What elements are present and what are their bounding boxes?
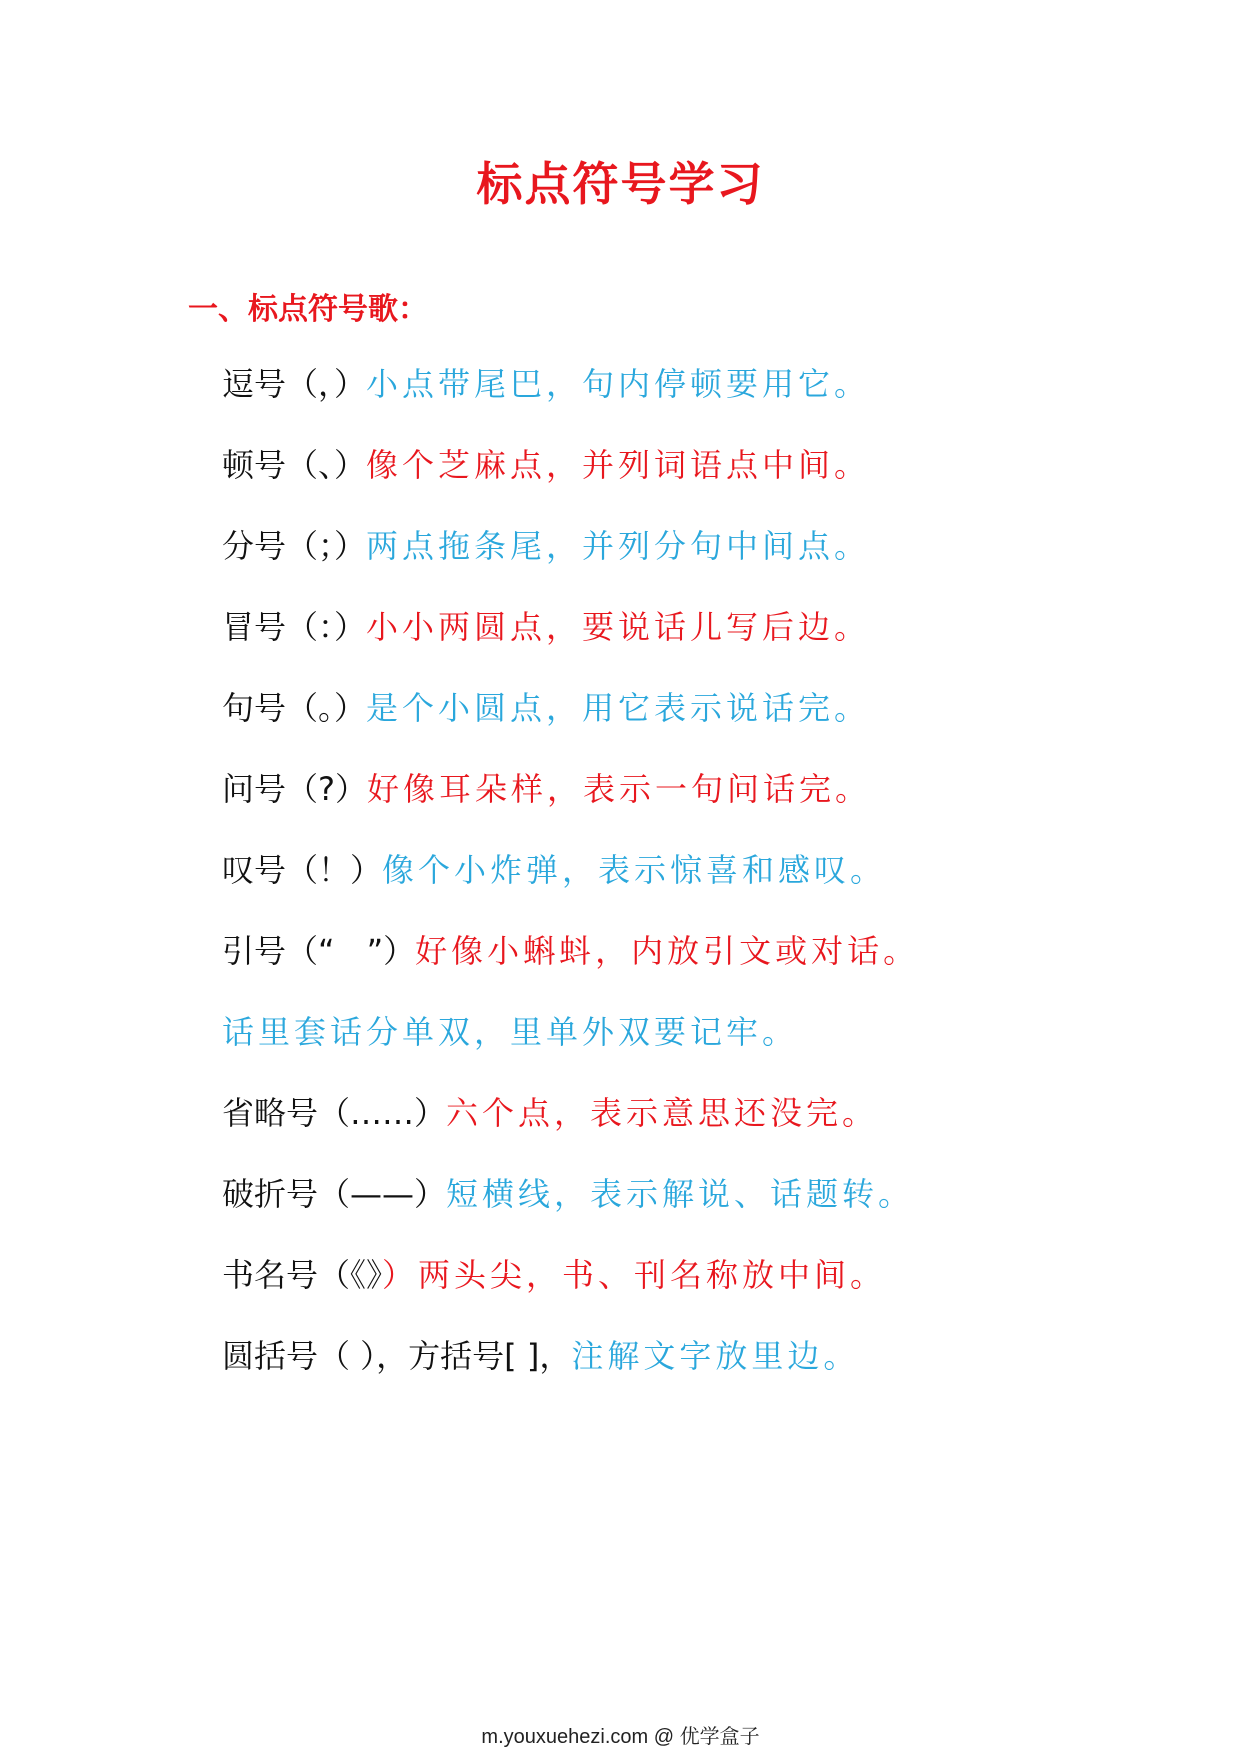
song-line xyxy=(222,929,1202,1010)
punctuation-description: 两点拖条尾，并列分句中间点。 xyxy=(366,527,871,565)
punctuation-description: 注解文字放里边。 xyxy=(571,1337,860,1375)
punctuation-description: 六个点，表示意思还没完。 xyxy=(446,1094,879,1132)
punctuation-term: 分号（；） xyxy=(222,527,367,565)
song-line xyxy=(222,524,1202,605)
punctuation-description: 小小两圆点，要说话儿写后边。 xyxy=(366,608,871,646)
punctuation-description: 小点带尾巴，句内停顿要用它。 xyxy=(366,365,871,403)
section-heading: 一、标点符号歌： xyxy=(188,292,428,327)
song-line xyxy=(222,1172,1202,1253)
song-line xyxy=(222,605,1202,686)
song-line xyxy=(222,1010,1202,1091)
punctuation-term: 破折号（——） xyxy=(222,1175,447,1213)
punctuation-description: 好像小蝌蚪，内放引文或对话。 xyxy=(415,932,920,970)
punctuation-term: 逗号（，） xyxy=(222,365,367,403)
song-line xyxy=(222,1334,1202,1415)
punctuation-term: 叹号（！） xyxy=(222,851,383,889)
punctuation-description: 像个小炸弹，表示惊喜和感叹。 xyxy=(382,851,887,889)
punctuation-term: 句号（。） xyxy=(222,689,367,727)
song-line xyxy=(222,362,1202,443)
punctuation-term: 问号（?） xyxy=(222,770,367,808)
song-line xyxy=(222,1091,1202,1172)
punctuation-term: 顿号（、） xyxy=(222,446,367,484)
punctuation-description: ）两头尖，书、刊名称放中间。 xyxy=(382,1256,887,1294)
punctuation-description: 好像耳朵样，表示一句问话完。 xyxy=(367,770,872,808)
song-line xyxy=(222,848,1202,929)
page-title: 标点符号学习 xyxy=(476,157,765,211)
punctuation-description: 话里套话分单双，里单外双要记牢。 xyxy=(222,1013,799,1051)
punctuation-term: 引号（“ ”） xyxy=(222,932,416,970)
song-line xyxy=(222,1253,1202,1334)
punctuation-term: 书名号（《》 xyxy=(222,1256,383,1294)
punctuation-description: 像个芝麻点，并列词语点中间。 xyxy=(366,446,871,484)
punctuation-song xyxy=(222,362,1202,1415)
punctuation-description: 短横线，表示解说、话题转。 xyxy=(446,1175,915,1213)
punctuation-term: 圆括号（ ），方括号[ ]， xyxy=(222,1337,572,1375)
song-line xyxy=(222,767,1202,848)
footer-source: m.youxuehezi.com @ 优学盒子 xyxy=(481,1726,760,1748)
song-line xyxy=(222,443,1202,524)
punctuation-term: 省略号（……） xyxy=(222,1094,447,1132)
song-line xyxy=(222,686,1202,767)
punctuation-term: 冒号（：） xyxy=(222,608,367,646)
punctuation-description: 是个小圆点，用它表示说话完。 xyxy=(366,689,871,727)
